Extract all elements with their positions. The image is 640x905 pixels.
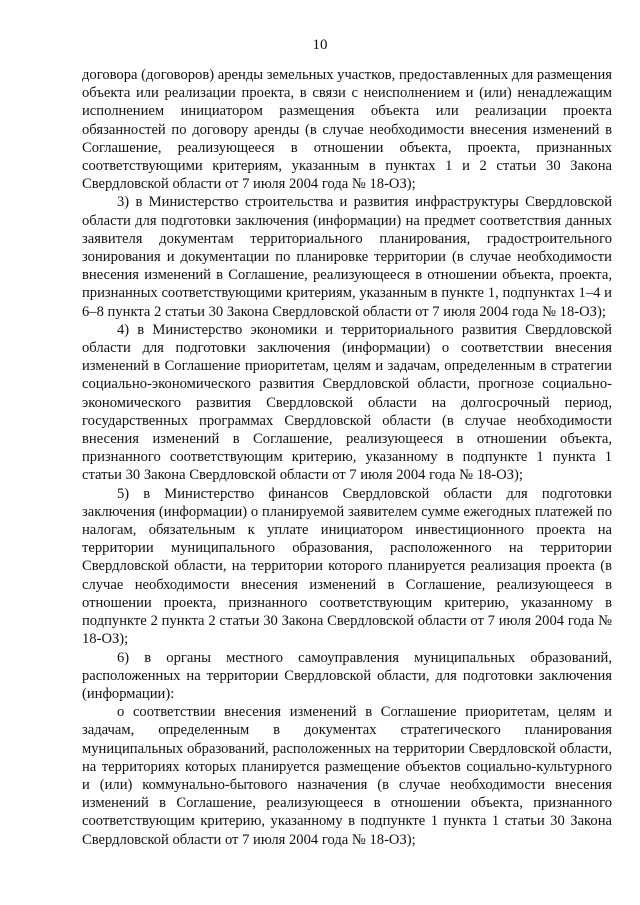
paragraph-item-4: 4) в Министерство экономики и территориального развития Свердловской области для подготовки заключения (информации) о соответствии внесения изменений в Соглашение приоритетам, целям и задачам, определенным в стратегии социально-экономического развития Свердловской области, прогнозе социально-экономического развития Свердловской области на долгосрочный период, государственных программах Свердловской области (в случае необходимости внесения изменений в Соглашение, реализующееся в отношении объекта, признанного соответствующим критерию, указанному в подпункте 1 пункта 1 статьи 30 Закона Свердловской области от 7 июля 2004 года № 18-ОЗ); bbox=[82, 321, 612, 484]
paragraph-item-3: 3) в Министерство строительства и развития инфраструктуры Свердловской области для подготовки заключения (информации) на предмет соответствия данных заявителя документам территориального планирования, градостроительного зонирования и документации по планировке территории (в случае необходимости внесения изменений в Соглашение, реализующееся в отношении объекта, проекта, признанных соответствующими критериям, указанным в пункте 1, подпунктах 1–4 и 6–8 пункта 2 статьи 30 Закона Свердловской области от 7 июля 2004 года № 18-ОЗ); bbox=[82, 194, 612, 320]
page-number: 10 bbox=[312, 37, 328, 53]
paragraph-item-5: 5) в Министерство финансов Свердловской области для подготовки заключения (информации) о планируемой заявителем сумме ежегодных платежей по налогам, обязательным к уплате инициатором инвестиционного проекта на территории муниципального образования, расположенного на территории Свердловской области, на территории которого планируется реализация проекта (в случае необходимости внесения изменений в Соглашение, реализующееся в отношении проекта, признанного соответствующим критерию, указанному в подпункте 2 пункта 2 статьи 30 Закона Свердловской области от 7 июля 2004 года № 18-ОЗ); bbox=[82, 485, 612, 648]
document-body bbox=[82, 66, 612, 849]
paragraph-continuation: договора (договоров) аренды земельных участков, предоставленных для размещения объекта или реализации проекта, в связи с неисполнением и (или) ненадлежащим исполнением инициатором размещения объекта или реализации проекта обязанностей по договору аренды (в случае необходимости внесения изменений в Соглашение, реализующееся в отношении объекта, проекта, признанных соответствующими критериям, указанным в пунктах 1 и 2 статьи 30 Закона Свердловской области от 7 июля 2004 года № 18-ОЗ); bbox=[82, 67, 612, 193]
paragraph-item-6: 6) в органы местного самоуправления муниципальных образований, расположенных на территории Свердловской области, для подготовки заключения (информации): bbox=[82, 649, 612, 702]
paragraph-item-6-subclause: о соответствии внесения изменений в Соглашение приоритетам, целям и задачам, определенным в документах стратегического планирования муниципальных образований, расположенных на территории Свердловской области, на территориях которых планируется размещение объектов социально-культурного и (или) коммунально-бытового назначения (в случае необходимости внесения изменений в Соглашение, реализующееся в отношении объекта, признанного соответствующим критерию, указанному в подпункте 1 пункта 1 статьи 30 Закона Свердловской области от 7 июля 2004 года № 18-ОЗ); bbox=[82, 704, 612, 848]
